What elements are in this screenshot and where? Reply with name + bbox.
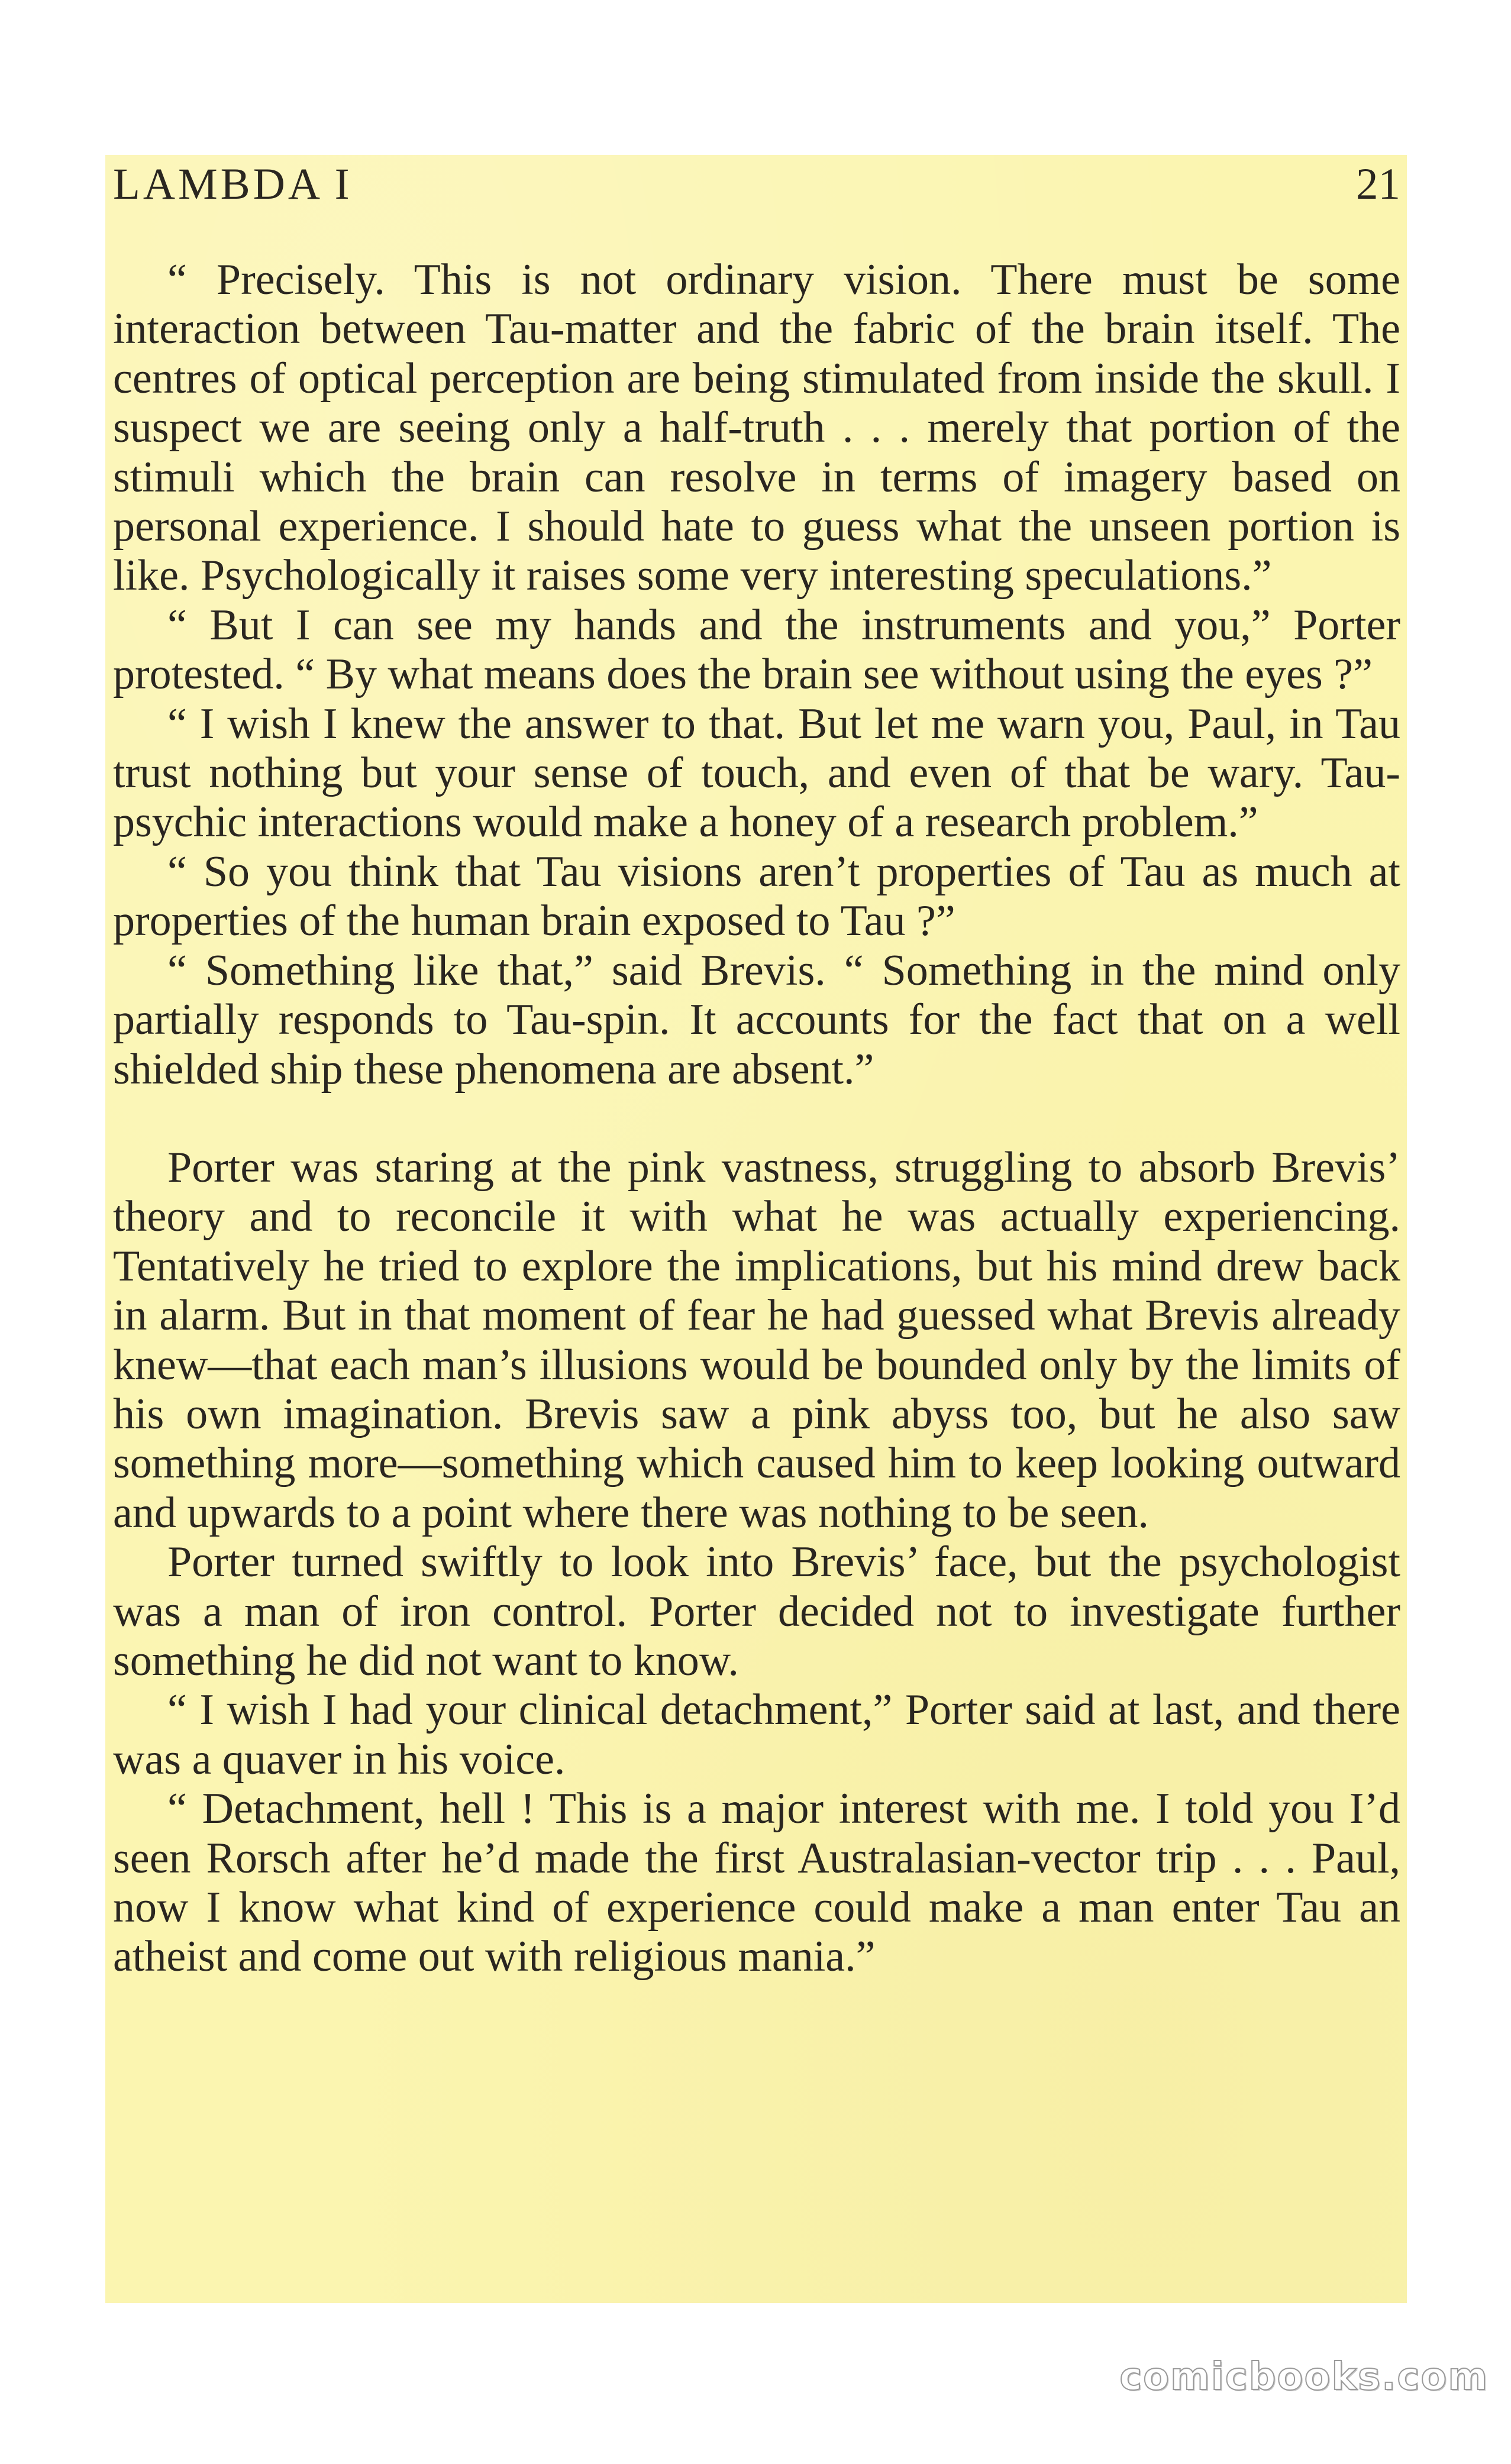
story-text <box>113 256 1400 1982</box>
paragraph: Porter turned swiftly to look into Brevis’ face, but the psychologist was a man of iron control. Porter decided not to investigate further something he did not want to know. <box>113 1538 1400 1685</box>
paragraph: “ Something like that,” said Brevis. “ Something in the mind only partially responds to Tau-spin. It accounts for the fact that on a well shielded ship these phenomena are absent.” <box>113 946 1400 1094</box>
paragraph: Porter was staring at the pink vastness, struggling to absorb Brevis’ theory and to reconcile it with what he was actually experiencing. Tentatively he tried to explore the implications, but his mind drew back in alarm. But in that moment of fear he had guessed what Brevis already knew—that each man’s illusions would be bounded only by the limits of his own imagination. Brevis saw a pink abyss too, but he also saw something more—something which caused him to keep looking outward and upwards to a point where there was nothing to be seen. <box>113 1143 1400 1537</box>
paragraph: “ Precisely. This is not ordinary vision. There must be some interaction between Tau-matter and the fabric of the brain itself. The centres of optical perception are being stimulated from inside the skull. I suspect we are seeing only a half-truth . . . merely that portion of the stimuli which the brain can resolve in terms of imagery based on personal experience. I should hate to guess what the unseen portion is like. Psychologically it raises some very interesting speculations.” <box>113 256 1400 600</box>
paragraph: “ So you think that Tau visions aren’t properties of Tau as much at properties of the human brain exposed to Tau ?” <box>113 847 1400 946</box>
paragraph: “ I wish I knew the answer to that. But let me warn you, Paul, in Tau trust nothing but your sense of touch, and even of that be wary. Tau-psychic interactions would make a honey of a research problem.” <box>113 699 1400 847</box>
paragraph: “ I wish I had your clinical detachment,” Porter said at last, and there was a quaver in his voice. <box>113 1686 1400 1784</box>
running-title: LAMBDA I <box>113 160 353 209</box>
paragraph: “ Detachment, hell ! This is a major interest with me. I told you I’d seen Rorsch after he’d made the first Australasian-vector trip . . . Paul, now I know what kind of experience could make a man enter Tau an atheist and come out with religious mania.” <box>113 1784 1400 1981</box>
paragraph: “ But I can see my hands and the instruments and you,” Porter protested. “ By what means does the brain see without using the eyes ?” <box>113 600 1400 699</box>
running-header <box>113 156 1400 213</box>
page-number: 21 <box>1356 160 1400 209</box>
site-watermark: comicbooks.com <box>1119 2355 1489 2399</box>
